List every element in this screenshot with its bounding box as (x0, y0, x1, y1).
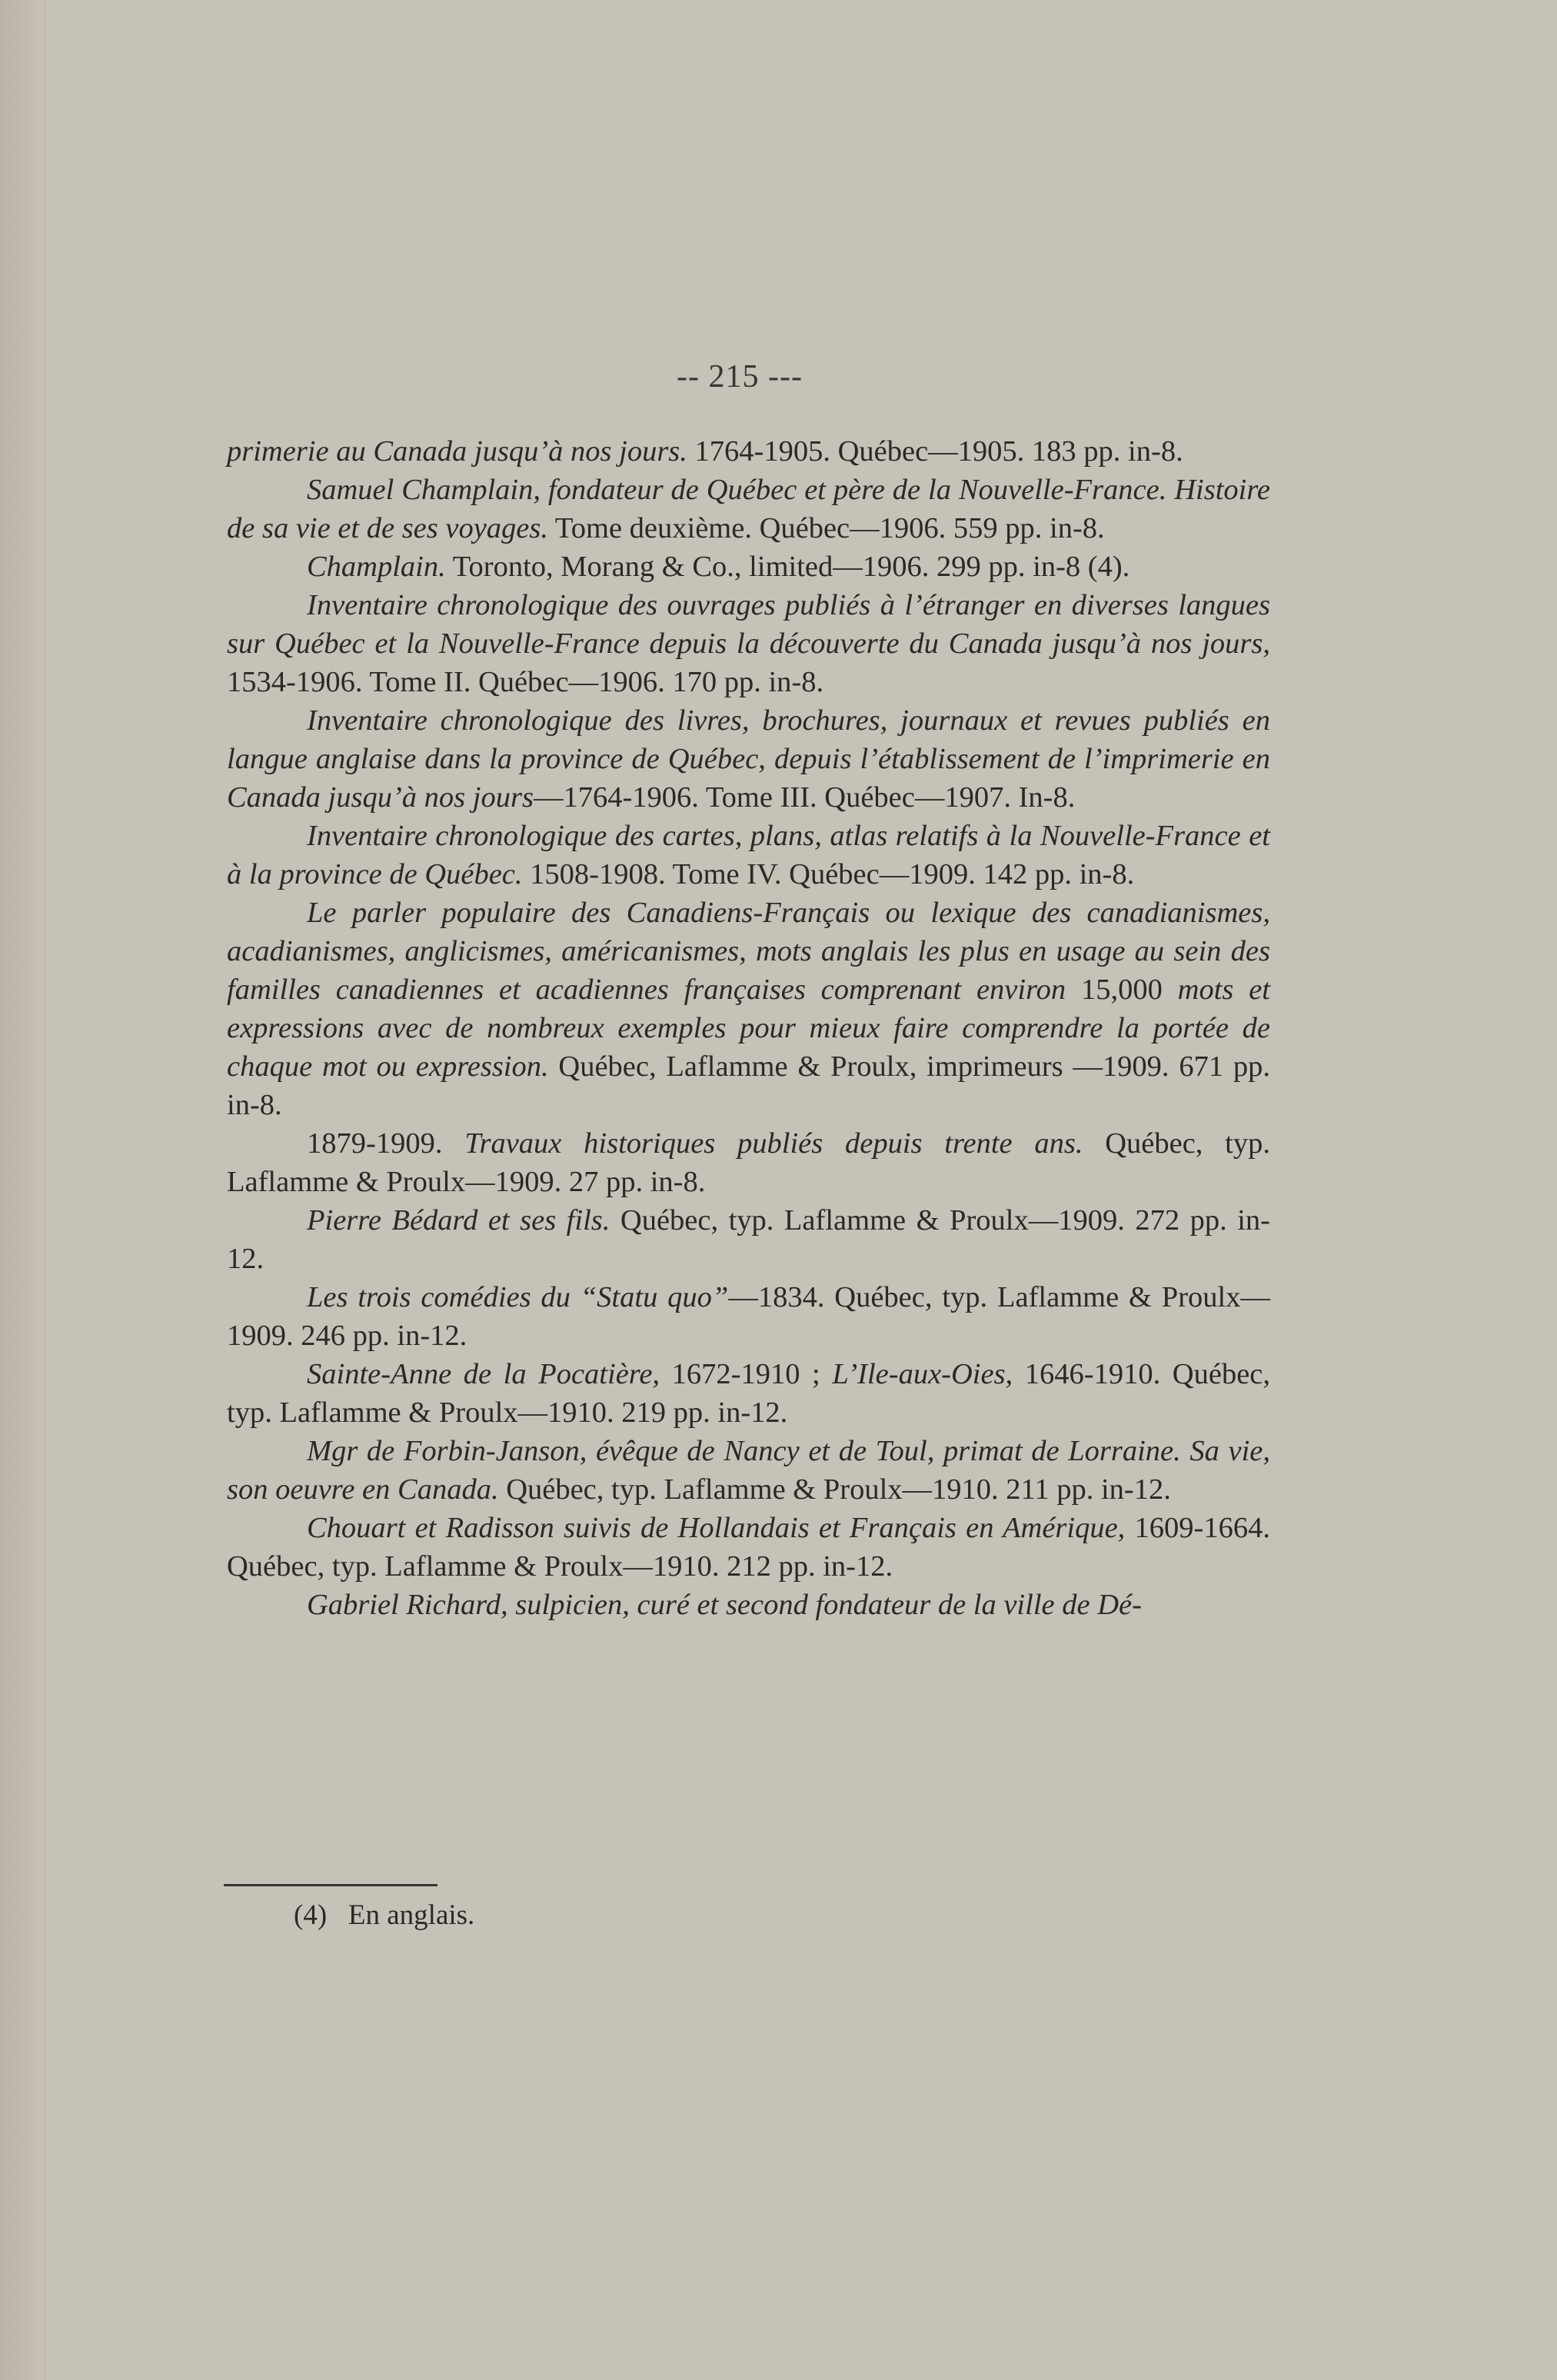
entry-details: Québec, typ. Laflamme & Proulx—1910. 211 pp. in-12. (498, 1473, 1171, 1506)
page-number: -- 215 --- (677, 359, 803, 394)
entry-details: Québec, typ. Laflamme & Proulx—1909. 27 pp. in-8. (227, 1127, 1270, 1198)
bibliography-entry (227, 1355, 1270, 1432)
entry-details: 1764-1905. Québec—1905. 183 pp. in-8. (687, 435, 1183, 468)
entry-details: 1609-1664. Québec, typ. Laflamme & Proulx—1910. 212 pp. in-12. (227, 1512, 1270, 1583)
entry-title: Travaux historiques publiés depuis trente ans. (464, 1127, 1083, 1160)
entry-title: Champlain. (307, 551, 446, 583)
footnote-text: En anglais. (348, 1899, 475, 1931)
page-binding-edge (0, 0, 45, 2380)
entry-details: —1834. Québec, typ. Laflamme & Proulx—1909. 246 pp. in-12. (227, 1281, 1270, 1352)
entry-details: 1646-1910. Québec, typ. Laflamme & Proulx—1910. 219 pp. in-12. (227, 1358, 1270, 1429)
bibliography-entry (227, 1201, 1270, 1278)
bibliography-entry (227, 894, 1270, 1124)
bibliography-entry (227, 1124, 1270, 1201)
entry-number: 15,000 (1066, 974, 1178, 1006)
bibliography-entry (227, 701, 1270, 817)
bibliography-text (227, 432, 1270, 1624)
entry-title-continued: mots et expressions avec de nombreux exemples pour mieux faire comprendre la portée de chaque mot ou expression. (227, 974, 1271, 1083)
entry-years: 1672-1910 ; (660, 1358, 833, 1390)
entry-title: Inventaire chronologique des cartes, plans, atlas relatifs à la Nouvelle-France et à la province de Québec. (227, 820, 1270, 890)
entry-details: 1508-1908. Tome IV. Québec—1909. 142 pp. in-8. (522, 858, 1135, 890)
bibliography-entry (227, 1586, 1270, 1624)
entry-details: Québec, Laflamme & Proulx, imprimeurs —1909. 671 pp. in-8. (227, 1050, 1270, 1121)
bibliography-entry (227, 471, 1270, 548)
entry-details: Toronto, Morang & Co., limited—1906. 299 pp. in-8 (4). (445, 551, 1130, 583)
bibliography-entry (227, 817, 1270, 894)
bibliography-entry (227, 548, 1270, 586)
entry-title: primerie au Canada jusqu’à nos jours. (227, 435, 687, 468)
entry-title: Sainte-Anne de la Pocatière, (307, 1358, 660, 1390)
entry-title: Chouart et Radisson suivis de Hollandais et Français en Amérique, (307, 1512, 1126, 1544)
footnote-marker: (4) (294, 1899, 328, 1931)
entry-title-continued: L’Ile-aux-Oies, (832, 1358, 1013, 1390)
entry-title: Inventaire chronologique des ouvrages publiés à l’étranger en diverses langues sur Québec et la Nouvelle-France depuis la découverte du Canada jusqu’à nos jours, (227, 589, 1270, 660)
entry-title: Samuel Champlain, fondateur de Québec et père de la Nouvelle-France. Histoire de sa vie et de ses voyages. (227, 474, 1270, 544)
entry-title: Inventaire chronologique des livres, brochures, journaux et revues publiés en langue anglaise dans la province de Québec, depuis l’établissement de l’imprimerie en Canada jusqu’à nos jours (227, 704, 1270, 814)
bibliography-entry (227, 586, 1270, 701)
entry-years: 1879-1909. (307, 1127, 465, 1160)
entry-title: Pierre Bédard et ses fils. (307, 1204, 610, 1237)
entry-title: Le parler populaire des Canadiens-Français ou lexique des canadianismes, acadianismes, anglicismes, américanismes, mots anglais les plus en usage au sein des familles canadiennes et acadiennes françaises comprenant environ (227, 897, 1270, 1006)
entry-details: Québec, typ. Laflamme & Proulx—1909. 272 pp. in-12. (227, 1204, 1271, 1275)
entry-details: —1764-1906. Tome III. Québec—1907. In-8. (533, 781, 1076, 814)
bibliography-entry (227, 432, 1270, 471)
bibliography-entry (227, 1278, 1270, 1355)
footnote-divider (224, 1884, 437, 1886)
entry-details: Tome deuxième. Québec—1906. 559 pp. in-8. (548, 512, 1105, 544)
entry-title: Gabriel Richard, sulpicien, curé et second fondateur de la ville de Dé- (307, 1589, 1142, 1621)
footnote (294, 1896, 474, 1935)
bibliography-entry (227, 1432, 1270, 1509)
entry-title: Les trois comédies du “Statu quo” (307, 1281, 729, 1313)
entry-details: 1534-1906. Tome II. Québec—1906. 170 pp. in-8. (227, 666, 824, 698)
entry-title: Mgr de Forbin-Janson, évêque de Nancy et de Toul, primat de Lorraine. Sa vie, son oeuvre en Canada. (227, 1435, 1270, 1506)
bibliography-entry (227, 1509, 1270, 1586)
